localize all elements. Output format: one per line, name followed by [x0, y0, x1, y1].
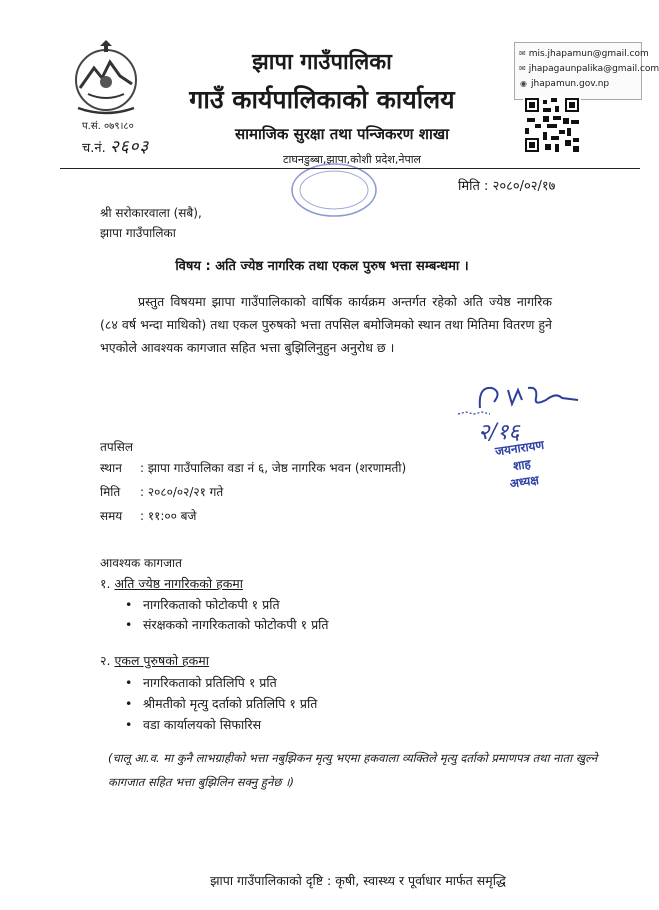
letter-subject: विषय : अति ज्येष्ठ नागरिक तथा एकल पुरुष भत्ता सम्बन्धमा ।	[175, 259, 469, 274]
office-title: गाउँ कार्यपालिकाको कार्यालय	[189, 85, 455, 114]
globe-icon: ◉	[520, 79, 527, 88]
details-date	[100, 483, 223, 500]
office-stamp	[288, 160, 380, 220]
contact-text: jhapagaunpalika@gmail.com	[528, 63, 659, 74]
header-divider	[60, 168, 640, 169]
section-title-text: अति ज्येष्ठ नागरिकको हकमा	[114, 576, 244, 591]
reference-number: प.सं. ०७९।८०	[82, 121, 134, 132]
dispatch-value: २६०३	[109, 137, 150, 157]
list-item: • नागरिकताको प्रतिलिपि १ प्रति	[125, 674, 277, 691]
letter-date: मिति : २०८०/०२/१७	[458, 179, 556, 194]
details-place	[100, 459, 406, 476]
contact-text: jhapamun.gov.np	[531, 78, 610, 89]
time-label: समय	[100, 509, 123, 523]
note-paragraph: (चालू आ.व. मा कुनै लाभग्राहीको भत्ता नबुझिकन मृत्यु भएमा हकवाला व्यक्तिले मृत्यु दर्ताको प्रमाणपत्र तथा नाता खुल्ने कागजात सहित भत्ता बुझिलिन सक्नु हुनेछ ।)	[108, 751, 598, 789]
municipality-name: झापा गाउँपालिका	[252, 50, 392, 75]
section-title-text: एकल पुरुषको हकमा	[114, 653, 209, 668]
signature-number: २/१६	[478, 420, 520, 445]
details-heading: तपसिल	[100, 440, 134, 454]
list-item: • श्रीमतीको मृत्यु दर्ताको प्रतिलिपि १ प्रति	[125, 695, 317, 712]
official-name: जयनारायण शाह	[494, 437, 545, 474]
qr-code-icon	[523, 96, 581, 154]
list-item: • वडा कार्यालयको सिफारिस	[125, 716, 261, 733]
letter-body: प्रस्तुत विषयमा झापा गाउँपालिकाको वार्षिक कार्यक्रम अन्तर्गत रहेको अति ज्येष्ठ नागरिक (८४ वर्ष भन्दा माथिको) तथा एकल पुरुषको भत्ता तपसिल बमोजिमको स्थान तथा मितिमा वितरण हुने भएकोले आवश्यक कागजात सहित भत्ता बुझिलिनुहुन अनुरोध छ ।	[100, 294, 552, 355]
official-title: अध्यक्ष	[508, 472, 540, 491]
mail-icon: ✉	[519, 64, 526, 73]
section-number: २.	[100, 653, 111, 668]
date-label: मिति	[100, 485, 121, 499]
section-title: सामाजिक सुरक्षा तथा पन्जिकरण शाखा	[235, 125, 449, 143]
contact-box	[514, 42, 659, 100]
mail-icon: ✉	[519, 49, 526, 58]
time-value: : ११:०० बजे	[140, 509, 197, 523]
contact-email-1	[519, 46, 649, 61]
place-value: : झापा गाउँपालिका वडा नं ६, जेष्ठ नागरिक भवन (शरणामती)	[140, 461, 407, 475]
section-number: १.	[100, 576, 111, 591]
place-label: स्थान	[100, 461, 122, 475]
contact-email-2	[519, 61, 659, 76]
section-1-title	[100, 575, 243, 592]
official-name-stamp	[484, 435, 560, 495]
section-2-title	[100, 652, 209, 669]
date-value: : २०८०/०२/२१ गते	[140, 485, 224, 499]
recipient-line-2: झापा गाउँपालिका	[100, 226, 176, 240]
list-item: • नागरिकताको फोटोकपी १ प्रति	[125, 596, 280, 613]
footer-vision: झापा गाउँपालिकाको दृष्टि : कृषी, स्वास्थ्य र पूर्वाधार मार्फत समृद्धि	[210, 873, 506, 888]
list-item: • संरक्षकको नागरिकताको फोटोकपी १ प्रति	[125, 616, 329, 633]
recipient-line-1: श्री सरोकारवाला (सबै),	[100, 206, 202, 220]
contact-text: mis.jhapamun@gmail.com	[528, 48, 649, 59]
details-time	[100, 507, 196, 524]
contact-website	[519, 76, 637, 91]
dispatch-label: च.नं.	[82, 141, 106, 156]
handwritten-signature	[458, 378, 608, 416]
required-documents-heading: आवश्यक कागजात	[100, 556, 182, 570]
office-address: टाघनडुब्बा,झापा,कोशी प्रदेश,नेपाल	[283, 153, 421, 166]
